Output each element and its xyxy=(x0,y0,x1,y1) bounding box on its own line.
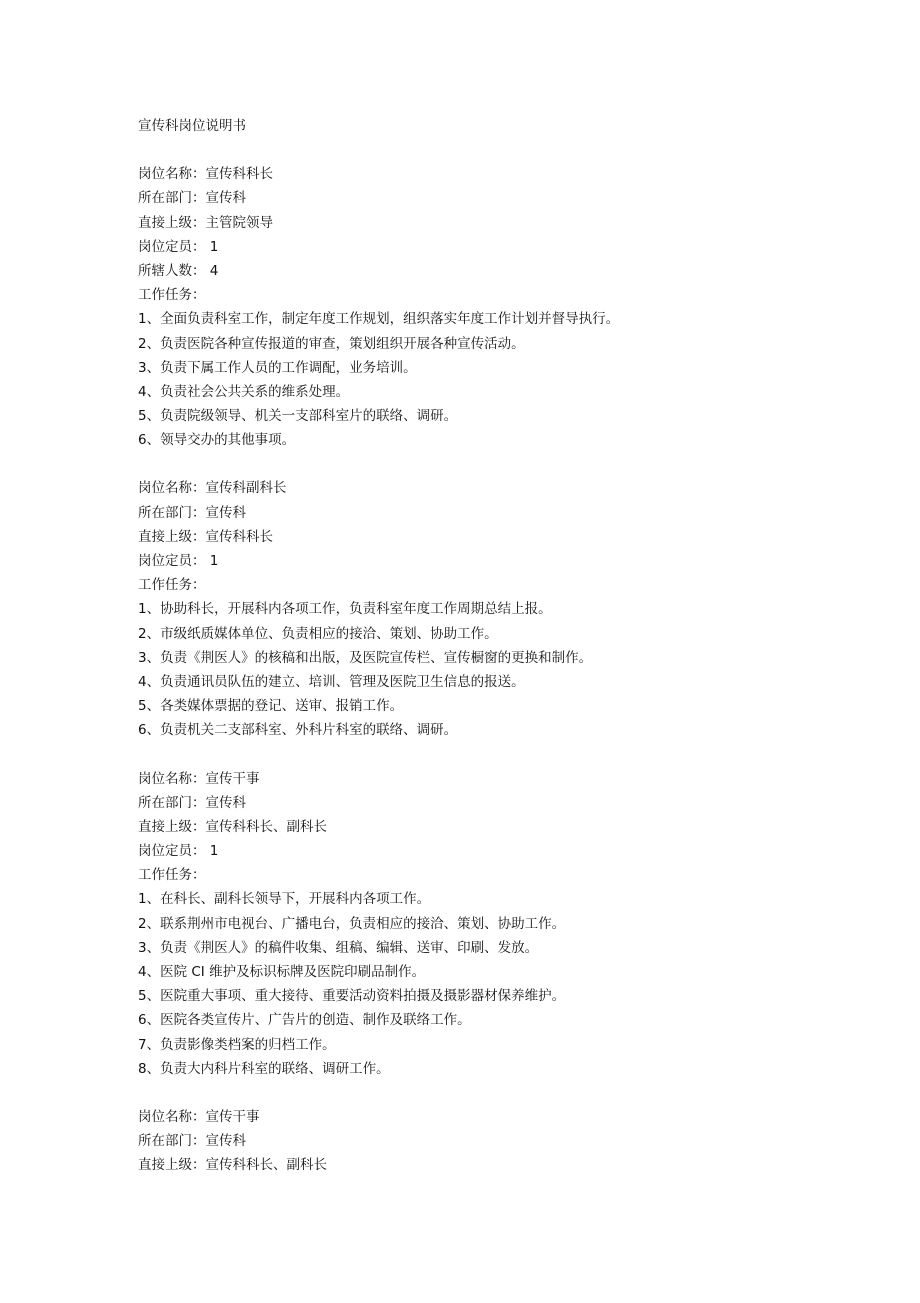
duties-heading: 工作任务： xyxy=(138,867,206,884)
direct-superior: 直接上级：宣传科科长、副科长 xyxy=(138,818,327,835)
duty-item: 5、各类媒体票据的登记、送审、报销工作。 xyxy=(138,698,404,715)
duty-item: 3、负责《荆医人》的稿件收集、组稿、编辑、送审、印刷、发放。 xyxy=(138,939,539,956)
headcount: 岗位定员： 1 xyxy=(138,553,219,569)
direct-superior: 直接上级：主管院领导 xyxy=(138,214,273,231)
duties-heading: 工作任务： xyxy=(138,287,206,304)
duty-item: 6、领导交办的其他事项。 xyxy=(138,432,296,449)
subordinates-count: 所辖人数： 4 xyxy=(138,262,219,279)
document-title: 宣传科岗位说明书 xyxy=(138,118,246,134)
duty-item: 2、负责医院各种宣传报道的审查，策划组织开展各种宣传活动。 xyxy=(138,335,525,352)
department: 所在部门：宣传科 xyxy=(138,1133,246,1150)
document-page xyxy=(138,114,858,1178)
department: 所在部门：宣传科 xyxy=(138,794,246,811)
duty-item: 1、在科长、副科长领导下，开展科内各项工作。 xyxy=(138,891,431,908)
headcount: 岗位定员： 1 xyxy=(138,238,219,255)
department: 所在部门：宣传科 xyxy=(138,504,246,521)
duty-item: 8、负责大内科片科室的联络、调研工作。 xyxy=(138,1060,390,1077)
duty-item: 4、医院 CI 维护及标识标牌及医院印刷品制作。 xyxy=(138,964,426,980)
section-section-chief xyxy=(138,162,858,452)
duty-item: 2、市级纸质媒体单位、负责相应的接洽、策划、协助工作。 xyxy=(138,625,498,642)
position-name: 岗位名称：宣传科副科长 xyxy=(138,480,287,497)
duty-item: 1、全面负责科室工作，制定年度工作规划，组织落实年度工作计划并督导执行。 xyxy=(138,311,620,328)
duty-item: 3、负责《荆医人》的核稿和出版，及医院宣传栏、宣传橱窗的更换和制作。 xyxy=(138,649,593,666)
duty-item: 5、医院重大事项、重大接待、重要活动资料拍摄及摄影器材保养维护。 xyxy=(138,988,566,1005)
duty-item: 5、负责院级领导、机关一支部科室片的联络、调研。 xyxy=(138,408,458,425)
direct-superior: 直接上级：宣传科科长 xyxy=(138,528,273,545)
section-publicity-officer xyxy=(138,767,858,1081)
department: 所在部门：宣传科 xyxy=(138,190,246,207)
duty-item: 7、负责影像类档案的归档工作。 xyxy=(138,1036,336,1053)
duty-item: 4、负责通讯员队伍的建立、培训、管理及医院卫生信息的报送。 xyxy=(138,673,525,690)
position-name: 岗位名称：宣传科科长 xyxy=(138,166,273,183)
direct-superior: 直接上级：宣传科科长、副科长 xyxy=(138,1157,327,1174)
position-name: 岗位名称：宣传干事 xyxy=(138,770,260,787)
duty-item: 6、负责机关二支部科室、外科片科室的联络、调研。 xyxy=(138,722,458,739)
section-deputy-chief xyxy=(138,476,858,742)
duty-item: 3、负责下属工作人员的工作调配，业务培训。 xyxy=(138,359,417,376)
duty-item: 2、联系荆州市电视台、广播电台，负责相应的接洽、策划、协助工作。 xyxy=(138,915,566,932)
duty-item: 4、负责社会公共关系的维系处理。 xyxy=(138,383,350,400)
headcount: 岗位定员： 1 xyxy=(138,843,219,860)
duties-heading: 工作任务： xyxy=(138,577,206,594)
duty-item: 1、协助科长，开展科内各项工作，负责科室年度工作周期总结上报。 xyxy=(138,601,552,618)
duty-item: 6、医院各类宣传片、广告片的创造、制作及联络工作。 xyxy=(138,1012,471,1029)
position-name: 岗位名称：宣传干事 xyxy=(138,1108,260,1125)
section-publicity-officer-2 xyxy=(138,1105,858,1178)
